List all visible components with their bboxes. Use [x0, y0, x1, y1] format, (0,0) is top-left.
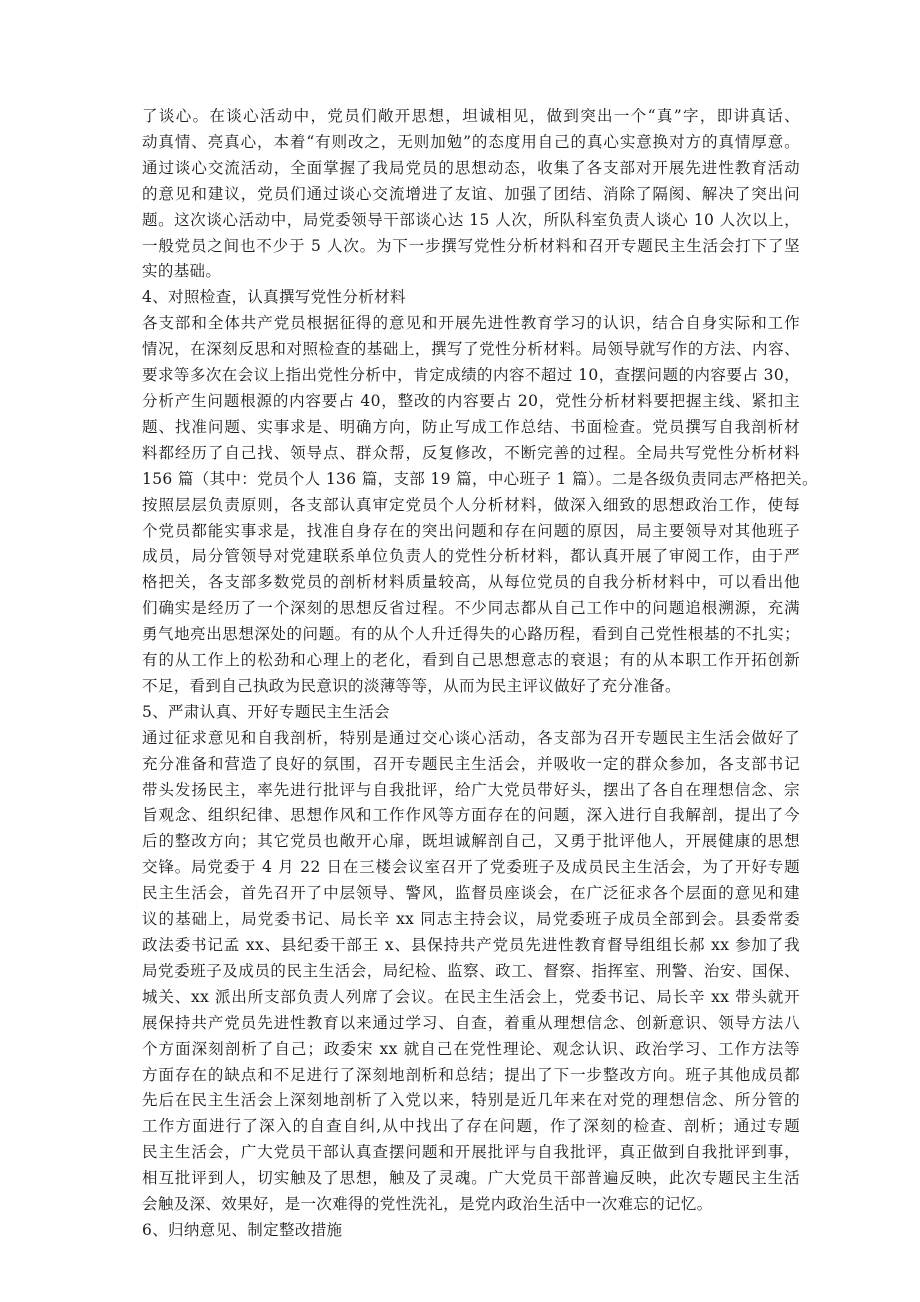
text-line: 通过征求意见和自我剖析，特别是通过交心谈心活动，各支部为召开专题民主生活会做好了	[142, 728, 800, 747]
text-line: 后的整改方向；其它党员也敞开心扉，既坦诚解剖自己，又勇于批评他人，开展健康的思想	[142, 832, 800, 851]
text-line: 勇气地亮出思想深处的问题。有的从个人升迁得失的心路历程，看到自己党性根基的不扎实；	[142, 625, 800, 644]
text-line: 了谈心。在谈心活动中，党员们敞开思想，坦诚相见，做到突出一个“真”字，即讲真话、	[142, 107, 800, 125]
text-line: 城关、xx 派出所支部负责人列席了会议。在民主生活会上，党委书记、局长辛 xx 带头就开	[142, 987, 800, 1006]
text-line: 情况，在深刻反思和对照检查的基础上，撰写了党性分析材料。局领导就写作的方法、内容、	[142, 340, 800, 359]
section-heading-4: 4、对照检查，认真撰写党性分析材料	[142, 288, 406, 307]
text-line: 民主生活会，首先召开了中层领导、警风，监督员座谈会，在广泛征求各个层面的意见和建	[142, 884, 800, 903]
paragraph-section-5	[142, 726, 800, 1218]
text-line: 题。这次谈心活动中，局党委领导干部谈心达 15 人次，所队科室负责人谈心 10 人次以上，	[142, 210, 800, 229]
text-line: 展保持共产党员先进性教育以来通过学习、自查，着重从理想信念、创新意识、领导方法八	[142, 1013, 800, 1032]
section-heading-5: 5、严肃认真、开好专题民主生活会	[142, 702, 390, 721]
text-line: 民主生活会，广大党员干部认真查摆问题和开展批评与自我批评，真正做到自我批评到事，	[142, 1143, 800, 1162]
text-line: 先后在民主生活会上深刻地剖析了入党以来，特别是近几年来在对党的理想信念、所分管的	[142, 1091, 800, 1110]
text-line: 工作方面进行了深入的自查自纠,从中找出了存在问题，作了深刻的检查、剖析；通过专题	[142, 1117, 800, 1136]
text-line: 分析产生问题根源的内容要占 40，整改的内容要占 20，党性分析材料要把握主线、紧扣主	[142, 391, 800, 410]
paragraph-intro	[142, 104, 800, 285]
text-line: 相互批评到人，切实触及了思想，触及了灵魂。广大党员干部普遍反映，此次专题民主生活	[142, 1169, 800, 1188]
text-line: 一般党员之间也不少于 5 人次。为下一步撰写党性分析材料和召开专题民主生活会打下了坚	[142, 236, 800, 255]
text-line: 实的基础。	[142, 262, 222, 281]
text-line: 通过谈心交流活动，全面掌握了我局党员的思想动态，收集了各支部对开展先进性教育活动	[142, 158, 800, 177]
text-line: 政法委书记孟 xx、县纪委干部王 x、县保持共产党员先进性教育督导组组长郝 xx 参加了我	[142, 936, 800, 954]
text-line: 要求等多次在会议上指出党性分析中，肯定成绩的内容不超过 10，查摆问题的内容要占 30，	[142, 366, 800, 385]
text-line: 带头发扬民主，率先进行批评与自我批评，给广大党员带好头，摆出了各自在理想信念、宗	[142, 780, 800, 799]
text-line: 个党员都能实事求是，找准自身存在的突出问题和存在问题的原因，局主要领导对其他班子	[142, 521, 800, 540]
text-line: 的意见和建议，党员们通过谈心交流增进了友谊、加强了团结、消除了隔阂、解决了突出问	[142, 184, 800, 203]
text-line: 成员，局分管领导对党建联系单位负责人的党性分析材料，都认真开展了审阅工作，由于严	[142, 547, 800, 566]
section-heading-6: 6、归纳意见、制定整改措施	[142, 1220, 343, 1239]
text-line: 交锋。局党委于 4 月 22 日在三楼会议室召开了党委班子及成员民主生活会，为了开好专题	[142, 858, 800, 877]
paragraph-section-4	[142, 311, 818, 700]
text-line: 旨观念、组织纪律、思想作风和工作作风等方面存在的问题，深入进行自我解剖，提出了今	[142, 806, 800, 825]
text-line: 充分准备和营造了良好的氛围，召开专题民主生活会，并吸收一定的群众参加，各支部书记	[142, 754, 800, 773]
text-line: 156 篇（其中：党员个人 136 篇，支部 19 篇，中心班子 1 篇）。二是各级负责同志严格把关。	[142, 469, 818, 488]
text-line: 个方面深刻剖析了自己；政委宋 xx 就自己在党性理论、观念认识、政治学习、工作方法等	[142, 1039, 800, 1058]
text-line: 题、找准问题、实事求是、明确方向，防止写成工作总结、书面检查。党员撰写自我剖析材	[142, 417, 800, 436]
text-line: 格把关，各支部多数党员的剖析材料质量较高，从每位党员的自我分析材料中，可以看出他	[142, 573, 800, 592]
text-line: 动真情、亮真心，本着“有则改之，无则加勉”的态度用自己的真心实意换对方的真情厚意。	[142, 132, 800, 151]
text-line: 不足，看到自己执政为民意识的淡薄等等，从而为民主评议做好了充分准备。	[142, 676, 681, 695]
text-line: 们确实是经历了一个深刻的思想反省过程。不少同志都从自己工作中的问题追根溯源，充满	[142, 599, 800, 618]
document-body	[142, 104, 818, 1244]
text-line: 有的从工作上的松劲和心理上的老化，看到自己思想意志的衰退；有的从本职工作开拓创新	[142, 651, 800, 670]
text-line: 方面存在的缺点和不足进行了深刻地剖析和总结；提出了下一步整改方向。班子其他成员都	[142, 1065, 800, 1084]
text-line: 会触及深、效果好，是一次难得的党性洗礼，是党内政治生活中一次难忘的记忆。	[142, 1195, 713, 1214]
text-line: 各支部和全体共产党员根据征得的意见和开展先进性教育学习的认识，结合自身实际和工作	[142, 314, 800, 333]
text-line: 料都经历了自己找、领导点、群众帮，反复修改，不断完善的过程。全局共写党性分析材料	[142, 443, 800, 462]
text-line: 局党委班子及成员的民主生活会，局纪检、监察、政工、督察、指挥室、刑警、治安、国保、	[142, 961, 800, 980]
text-line: 按照层层负责原则，各支部认真审定党员个人分析材料，做深入细致的思想政治工作，使每	[142, 495, 800, 514]
text-line: 议的基础上，局党委书记、局长辛 xx 同志主持会议，局党委班子成员全部到会。县委常委	[142, 910, 800, 929]
